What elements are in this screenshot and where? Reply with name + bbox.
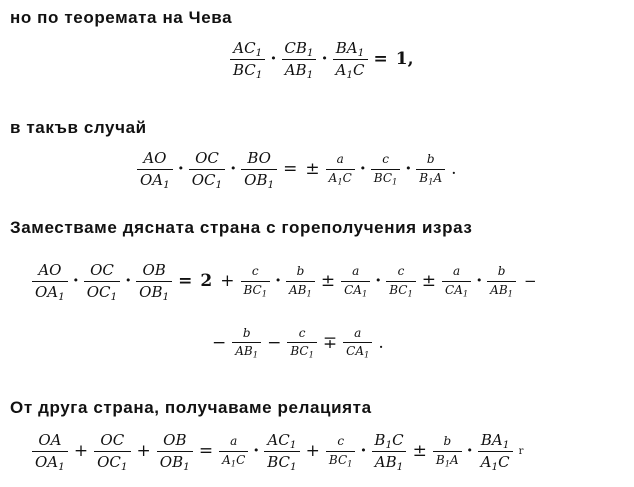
- text-line-1: но по теоремата на Чева: [10, 8, 233, 27]
- times-operator: ·: [476, 271, 483, 291]
- period: .: [451, 159, 457, 179]
- equation-ceva: [228, 39, 418, 81]
- text-line-2: в такъв случай: [10, 118, 147, 137]
- fraction: $\frac{BO}{OB_1}$: [241, 150, 277, 188]
- fraction: $\frac{BA_1}{A_1C}$: [478, 432, 513, 470]
- times-operator: ·: [466, 441, 473, 461]
- fraction: $\frac{OC}{OC_1}$: [189, 150, 225, 188]
- times-operator: ·: [405, 159, 412, 179]
- constant-two: 2: [200, 271, 213, 291]
- plus-minus-sign: ±: [320, 271, 336, 291]
- times-operator: ·: [230, 159, 237, 179]
- equation-3-line-1: [30, 261, 537, 303]
- period: .: [378, 332, 384, 353]
- fraction: $\frac{a}{CA_1}$: [343, 327, 372, 358]
- times-operator: ·: [72, 271, 79, 291]
- times-operator: ·: [375, 271, 382, 291]
- text-line-4: От друга страна, получаваме релацията: [10, 398, 372, 417]
- minus-sign: −: [212, 332, 227, 353]
- fraction: $\frac{b}{B_1A}$: [416, 153, 445, 184]
- minus-plus-sign: ∓: [322, 332, 338, 353]
- fraction: $\frac{AC_1}{BC_1}$: [230, 40, 265, 78]
- equation-4: [30, 431, 527, 473]
- fraction: $\frac{b}{AB_1}$: [232, 327, 261, 358]
- fraction: $\frac{c}{BC_1}$: [287, 327, 317, 358]
- fraction: $\frac{b}{B_1A}$: [433, 435, 462, 466]
- plus-sign: +: [136, 441, 151, 461]
- fraction: $\frac{c}{BC_1}$: [386, 265, 416, 296]
- rhs-value: 1,: [395, 49, 414, 69]
- fraction: $\frac{AC_1}{BC_1}$: [264, 432, 299, 470]
- fraction: $\frac{b}{AB_1}$: [487, 265, 516, 296]
- text-line-3: Заместваме дясната страна с гореполучения израз: [10, 218, 473, 237]
- minus-sign: −: [267, 332, 282, 353]
- fraction: $\frac{a}{A_1C}$: [326, 153, 355, 184]
- fraction: $\frac{c}{BC_1}$: [371, 153, 401, 184]
- fraction: $\frac{CB_1}{AB_1}$: [281, 40, 316, 78]
- fraction: $\frac{OB}{OB_1}$: [136, 262, 172, 300]
- fraction: $\frac{c}{BC_1}$: [326, 435, 356, 466]
- fraction: $\frac{OA}{OA_1}$: [32, 432, 68, 470]
- fraction: $\frac{a}{CA_1}$: [341, 265, 370, 296]
- times-operator: ·: [253, 441, 260, 461]
- fraction: $\frac{c}{BC_1}$: [241, 265, 271, 296]
- plus-sign: +: [73, 441, 89, 461]
- fraction: $\frac{AO}{OA_1}$: [137, 150, 173, 188]
- fraction: $\frac{b}{AB_1}$: [286, 265, 315, 296]
- fraction: $\frac{OB}{OB_1}$: [157, 432, 193, 470]
- times-operator: ·: [360, 441, 367, 461]
- fraction: $\frac{OC}{OC_1}$: [94, 432, 130, 470]
- plus-minus-sign: ±: [412, 441, 427, 461]
- equation-2: [135, 149, 461, 191]
- times-operator: ·: [270, 49, 277, 69]
- trailing-mark: r: [518, 445, 524, 457]
- fraction: $\frac{BA_1}{A_1C}$: [333, 40, 368, 78]
- minus-sign: −: [523, 272, 537, 290]
- equals-sign: =: [198, 441, 214, 461]
- fraction: $\frac{B_1C}{AB_1}$: [371, 432, 406, 470]
- plus-minus-sign: ±: [421, 271, 437, 291]
- plus-minus-sign: ±: [305, 159, 320, 179]
- fraction: $\frac{a}{CA_1}$: [442, 265, 471, 296]
- equation-3-line-2: [208, 327, 388, 358]
- fraction: $\frac{AO}{OA_1}$: [32, 262, 68, 300]
- times-operator: ·: [321, 49, 328, 69]
- equals-sign: =: [178, 271, 193, 291]
- fraction: $\frac{OC}{OC_1}$: [84, 262, 120, 300]
- times-operator: ·: [125, 271, 132, 291]
- equals-sign: =: [373, 49, 388, 69]
- plus-sign: +: [305, 441, 320, 461]
- times-operator: ·: [177, 159, 184, 179]
- times-operator: ·: [359, 159, 366, 179]
- plus-sign: +: [220, 271, 235, 291]
- fraction: $\frac{a}{A_1C}$: [219, 435, 248, 466]
- times-operator: ·: [275, 271, 281, 291]
- equals-sign: =: [283, 159, 298, 179]
